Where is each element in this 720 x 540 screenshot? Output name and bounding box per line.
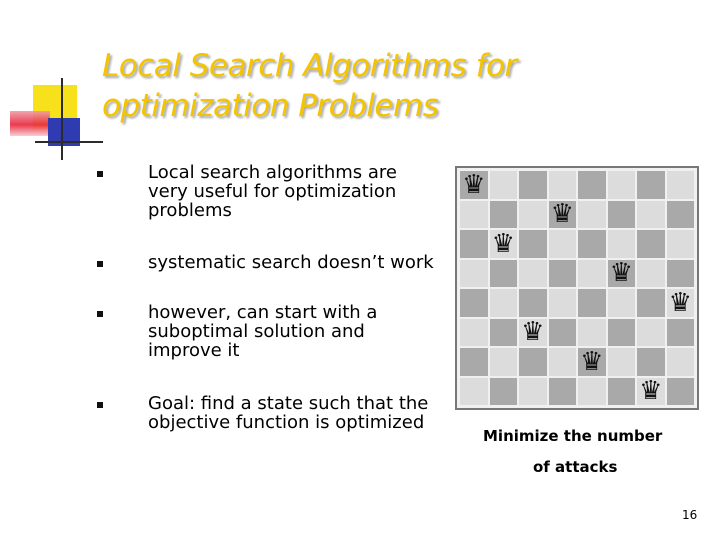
board-square [637,230,665,258]
board-square [608,230,636,258]
board-square [519,201,547,229]
slide-title [102,46,517,126]
board-square [460,260,488,288]
bullet-text [148,163,448,220]
board-square [608,171,636,199]
board-square [490,230,518,258]
bullet-square-icon [97,311,103,317]
bullet-line: however, can start with a [148,302,378,323]
board-square [549,171,577,199]
board-square [667,289,695,317]
board-square [667,260,695,288]
board-square [578,201,606,229]
queen-icon: ♛ [521,317,545,348]
board-square [608,201,636,229]
board-square [490,289,518,317]
board-square [519,319,547,347]
board-square [460,171,488,199]
board-square [460,319,488,347]
board-square [667,348,695,376]
board-square [578,260,606,288]
board-square [549,378,577,406]
board-square [519,378,547,406]
bullet-square-icon [97,171,103,177]
board-square [637,201,665,229]
board-square [667,378,695,406]
queen-icon: ♛ [609,258,633,289]
board-square [490,348,518,376]
board-square [460,230,488,258]
board-square [549,201,577,229]
board-square [460,378,488,406]
bullet-square-icon [97,261,103,267]
board-square [549,319,577,347]
bullet-line: systematic search doesn’t work [148,252,434,273]
board-square [549,260,577,288]
chess-board [455,166,699,410]
board-square [637,378,665,406]
board-square [519,260,547,288]
queen-icon: ♛ [491,228,515,259]
board-square [637,171,665,199]
caption-line: of attacks [533,458,618,476]
bullet-line: objective function is optimized [148,412,425,433]
board-square [578,319,606,347]
board-square [608,319,636,347]
board-square [637,289,665,317]
board-square [490,201,518,229]
bullet-line: suboptimal solution and [148,321,365,342]
bullet-line: Goal: find a state such that the [148,393,429,414]
board-square [460,201,488,229]
bullet-text [148,253,448,272]
board-square [667,171,695,199]
queen-icon: ♛ [639,376,663,407]
board-square [578,348,606,376]
board-square [578,378,606,406]
board-square [608,260,636,288]
board-square [519,171,547,199]
board-square [490,378,518,406]
board-square [578,230,606,258]
bullet-line: very useful for optimization [148,181,397,202]
board-square [667,230,695,258]
decor-vertical-line [61,78,63,160]
board-square [519,230,547,258]
board-square [460,289,488,317]
bullet-line: Local search algorithms are [148,162,397,183]
queen-icon: ♛ [462,169,486,200]
board-square [667,319,695,347]
queen-icon: ♛ [668,287,692,318]
bullet-line: problems [148,200,232,221]
page-number: 16 [682,508,698,522]
title-line: optimization Problems [102,88,439,124]
title-line: Local Search Algorithms for [102,48,517,84]
board-square [578,171,606,199]
board-square [608,378,636,406]
board-square [578,289,606,317]
board-square [490,260,518,288]
decor-horizontal-line [35,141,103,143]
board-square [667,201,695,229]
board-square [608,289,636,317]
bullet-square-icon [97,402,103,408]
board-square [519,289,547,317]
board-square [637,348,665,376]
bullet-text [148,394,448,432]
board-square [490,171,518,199]
queen-icon: ♛ [580,346,604,377]
caption-line: Minimize the number [483,427,663,445]
board-square [549,230,577,258]
decor-red-bar [10,111,50,136]
board-square [608,348,636,376]
board-square [549,348,577,376]
board-square [637,319,665,347]
bullet-line: improve it [148,340,240,361]
board-square [490,319,518,347]
board-square [460,348,488,376]
board-square [549,289,577,317]
board-square [519,348,547,376]
queen-icon: ♛ [550,199,574,230]
bullet-text [148,303,448,360]
board-square [637,260,665,288]
